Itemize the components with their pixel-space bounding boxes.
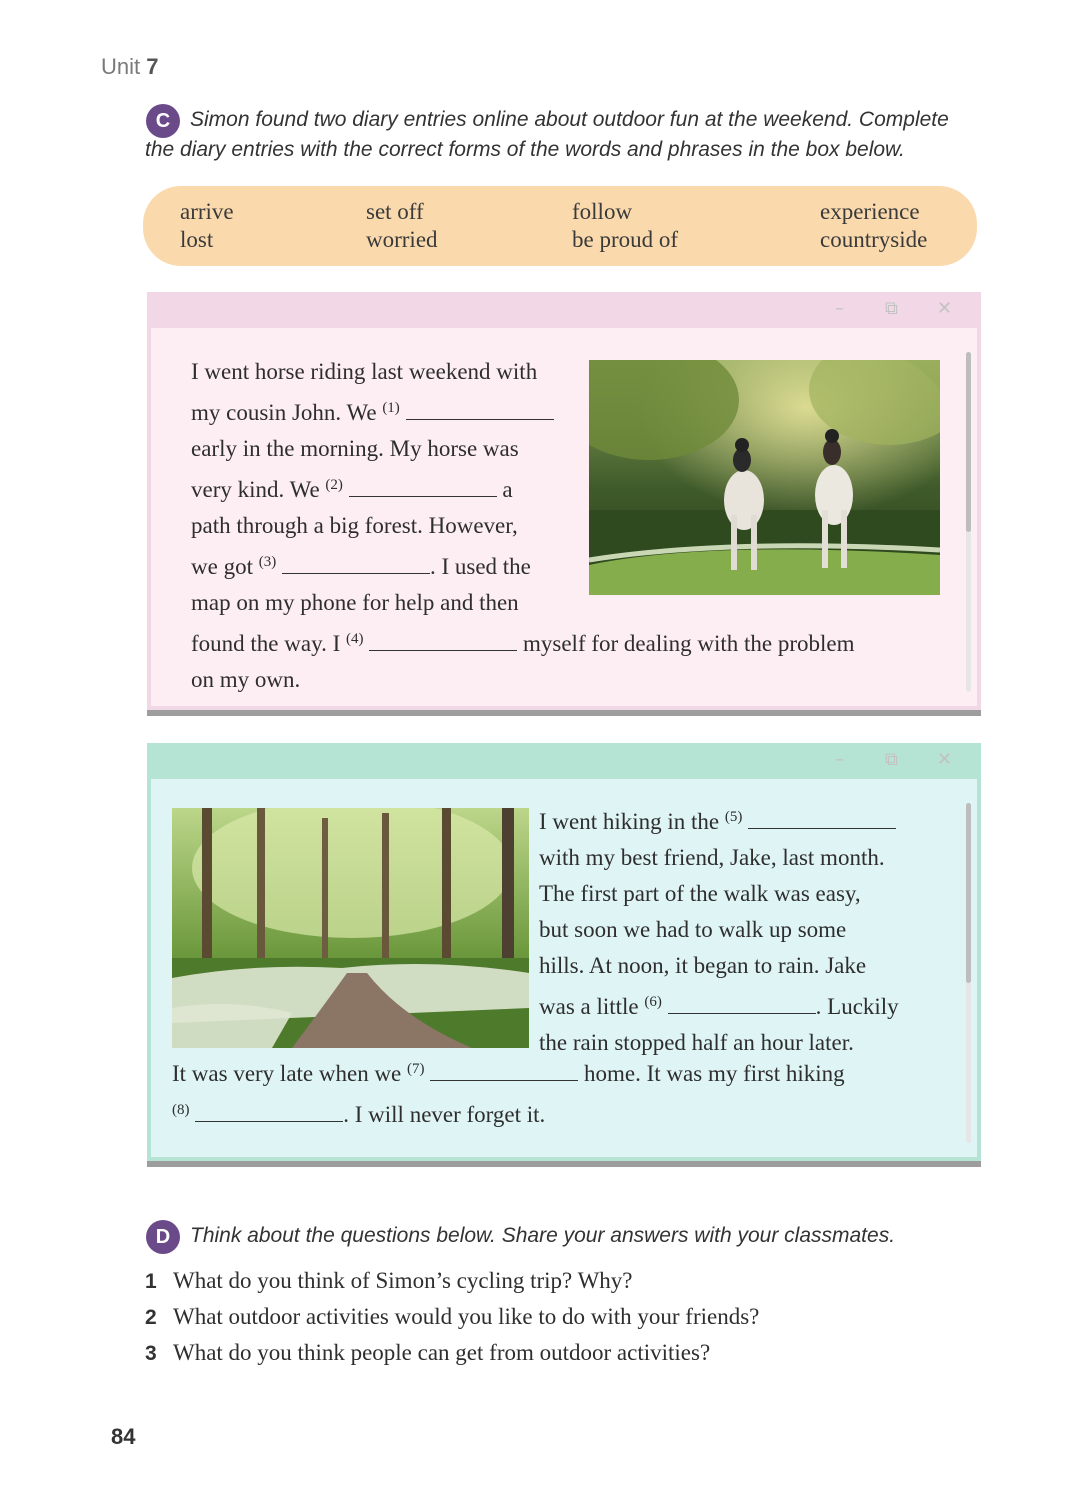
word-worried: worried — [366, 227, 438, 252]
unit-number: 7 — [146, 54, 159, 79]
blank-number: (1) — [382, 400, 400, 416]
restore-icon[interactable]: ⧉ — [885, 298, 898, 319]
diary-2-text-full — [172, 1051, 845, 1133]
diary-2-line: hills. At noon, it began to rain. Jake — [539, 953, 867, 978]
diary-2-line: with my best friend, Jake, last month. — [539, 845, 885, 870]
diary-1-line: we got $^{(3)}$ . I used the — [191, 554, 531, 579]
restore-icon[interactable]: ⧉ — [885, 749, 898, 770]
blank-5[interactable] — [748, 808, 896, 829]
diary-2-line: $^{(8)}$ . I will never forget it. — [172, 1102, 546, 1127]
diary-1-line: path through a big forest. However, — [191, 513, 518, 538]
diary-window-2-body — [151, 779, 977, 1157]
scrollbar[interactable] — [966, 352, 971, 692]
blank-number: (7) — [407, 1061, 425, 1077]
blank-number: (6) — [644, 994, 662, 1010]
diary-2-line: but soon we had to walk up some — [539, 917, 847, 942]
diary-1-line: my cousin John. We $^{(1)}$ — [191, 390, 855, 431]
blank-7[interactable] — [430, 1060, 578, 1081]
diary-1-line: early in the morning. My horse was — [191, 436, 519, 461]
word-follow: follow — [572, 199, 633, 224]
section-c-badge: C — [146, 104, 180, 138]
diary-1-text — [191, 354, 855, 698]
section-d-instruction: Think about the questions below. Share your answers with your classmates. — [190, 1224, 896, 1247]
diary-2-line: I went hiking in the $^{(5)}$ — [539, 799, 899, 840]
question-3: 3 What do you think people can get from outdoor activities? — [145, 1340, 711, 1365]
close-icon[interactable]: ✕ — [937, 749, 953, 770]
word-arrive: arrive — [180, 199, 234, 224]
scrollbar[interactable] — [966, 803, 971, 1143]
diary-window-1-titlebar — [147, 292, 981, 328]
minimize-icon[interactable]: – — [835, 298, 844, 319]
section-d-badge: D — [146, 1220, 180, 1254]
diary-1-line: on my own. — [191, 667, 301, 692]
scrollbar-thumb[interactable] — [966, 352, 971, 532]
scrollbar-thumb[interactable] — [966, 803, 971, 983]
unit-label: Unit — [101, 54, 141, 79]
section-c-instruction-line1: Simon found two diary entries online about outdoor fun at the weekend. Complete — [190, 108, 949, 131]
forest-path-photo — [172, 808, 529, 1048]
blank-3[interactable] — [282, 553, 430, 574]
blank-number: (8) — [172, 1102, 190, 1118]
diary-2-text-wrapped — [539, 799, 899, 1061]
diary-2-line: the rain stopped half an hour later. — [539, 1030, 854, 1055]
page-number: 84 — [111, 1424, 136, 1449]
word-box — [143, 186, 977, 266]
blank-2[interactable] — [349, 476, 497, 497]
blank-8[interactable] — [195, 1101, 343, 1122]
diary-1-line: map on my phone for help and then — [191, 590, 519, 615]
blank-number: (3) — [258, 554, 277, 570]
diary-1-line: I went horse riding last weekend with — [191, 359, 538, 384]
question-2: 2 What outdoor activities would you like to do with your friends? — [145, 1304, 760, 1329]
blank-number: (5) — [724, 809, 743, 825]
word-set-off: set off — [366, 199, 424, 224]
diary-2-line: The first part of the walk was easy, — [539, 881, 861, 906]
diary-window-1 — [147, 292, 981, 710]
diary-2-line: It was very late when we $^{(7)}$ home. It was my first hiking — [172, 1061, 845, 1086]
diary-1-line: found the way. I $^{(4)}$ myself for dealing with the problem — [191, 631, 855, 656]
word-countryside: countryside — [820, 227, 928, 252]
diary-window-2-titlebar — [147, 743, 981, 779]
diary-2-line: was a little $^{(6)}$ . Luckily — [539, 994, 899, 1019]
minimize-icon[interactable]: – — [835, 749, 844, 770]
blank-1[interactable] — [406, 399, 554, 420]
word-experience: experience — [820, 199, 920, 224]
blank-6[interactable] — [668, 993, 816, 1014]
blank-4[interactable] — [369, 630, 517, 651]
diary-1-line: very kind. We $^{(2)}$ a — [191, 477, 513, 502]
section-c-instruction-line2: the diary entries with the correct forms of the words and phrases in the box below. — [145, 138, 905, 161]
blank-number: (4) — [346, 631, 364, 647]
question-1: 1 What do you think of Simon’s cycling trip? Why? — [145, 1268, 633, 1293]
close-icon[interactable]: ✕ — [937, 298, 953, 319]
blank-number: (2) — [325, 477, 343, 493]
word-be-proud-of: be proud of — [572, 227, 679, 252]
unit-header — [101, 54, 159, 80]
diary-window-2 — [147, 743, 981, 1161]
word-lost: lost — [180, 227, 214, 252]
diary-window-1-body — [151, 328, 977, 706]
